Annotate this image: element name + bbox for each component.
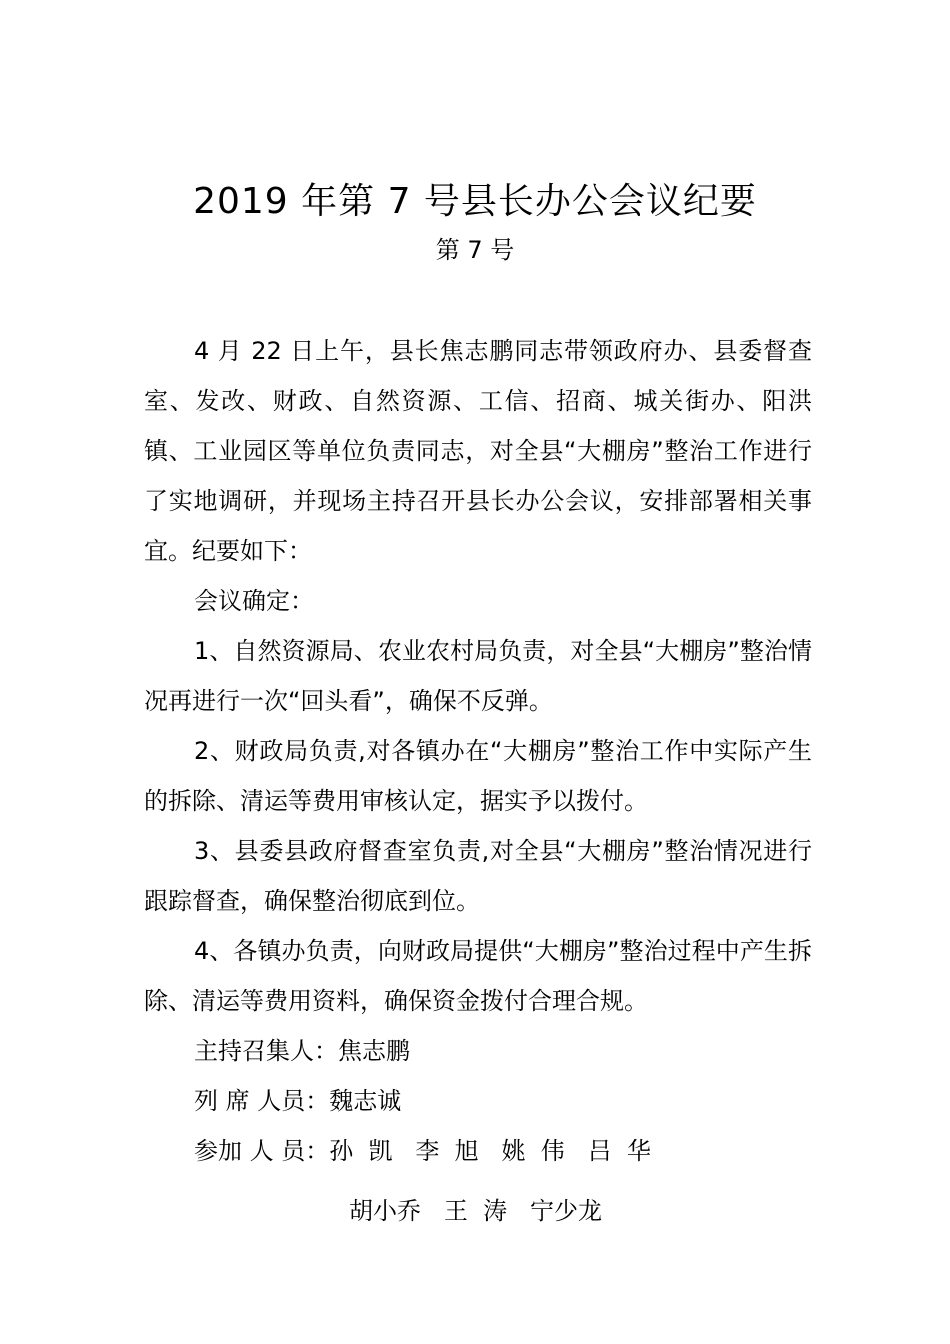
- paragraph-item-4: 4、各镇办负责，向财政局提供“大棚房”整治过程中产生拆除、清运等费用资料，确保资金拨付合理合规。: [144, 937, 812, 1015]
- document-number: 第 7 号: [435, 236, 515, 264]
- paragraph-item-3: 3、县委县政府督查室负责,对全县“大棚房”整治情况进行跟踪督查，确保整治彻底到位。: [144, 837, 812, 915]
- document-title: 2019 年第 7 号县长办公会议纪要: [193, 181, 757, 222]
- participants-line-continued: 胡小乔 王 涛 宁少龙: [349, 1197, 603, 1225]
- paragraph-item-2: 2、财政局负责,对各镇办在“大棚房”整治工作中实际产生的拆除、清运等费用审核认定，据实予以拨付。: [144, 737, 812, 815]
- participants-line: 参加 人 员：孙 凯 李 旭 姚 伟 吕 华: [194, 1137, 651, 1165]
- host-line: 主持召集人：焦志鹏: [194, 1037, 410, 1065]
- attendee-line: 列 席 人员：魏志诚: [194, 1087, 402, 1115]
- document-body: [144, 326, 812, 1236]
- paragraph-intro: 4 月 22 日上午，县长焦志鹏同志带领政府办、县委督查室、发改、财政、自然资源、工信、招商、城关街办、阳洪镇、工业园区等单位负责同志，对全县“大棚房”整治工作进行了实地调研，并现场主持召开县长办公会议，安排部署相关事宜。纪要如下：: [144, 337, 812, 565]
- paragraph-item-1: 1、自然资源局、农业农村局负责，对全县“大棚房”整治情况再进行一次“回头看”，确保不反弹。: [144, 637, 812, 715]
- paragraph-decision-heading: 会议确定：: [194, 587, 314, 615]
